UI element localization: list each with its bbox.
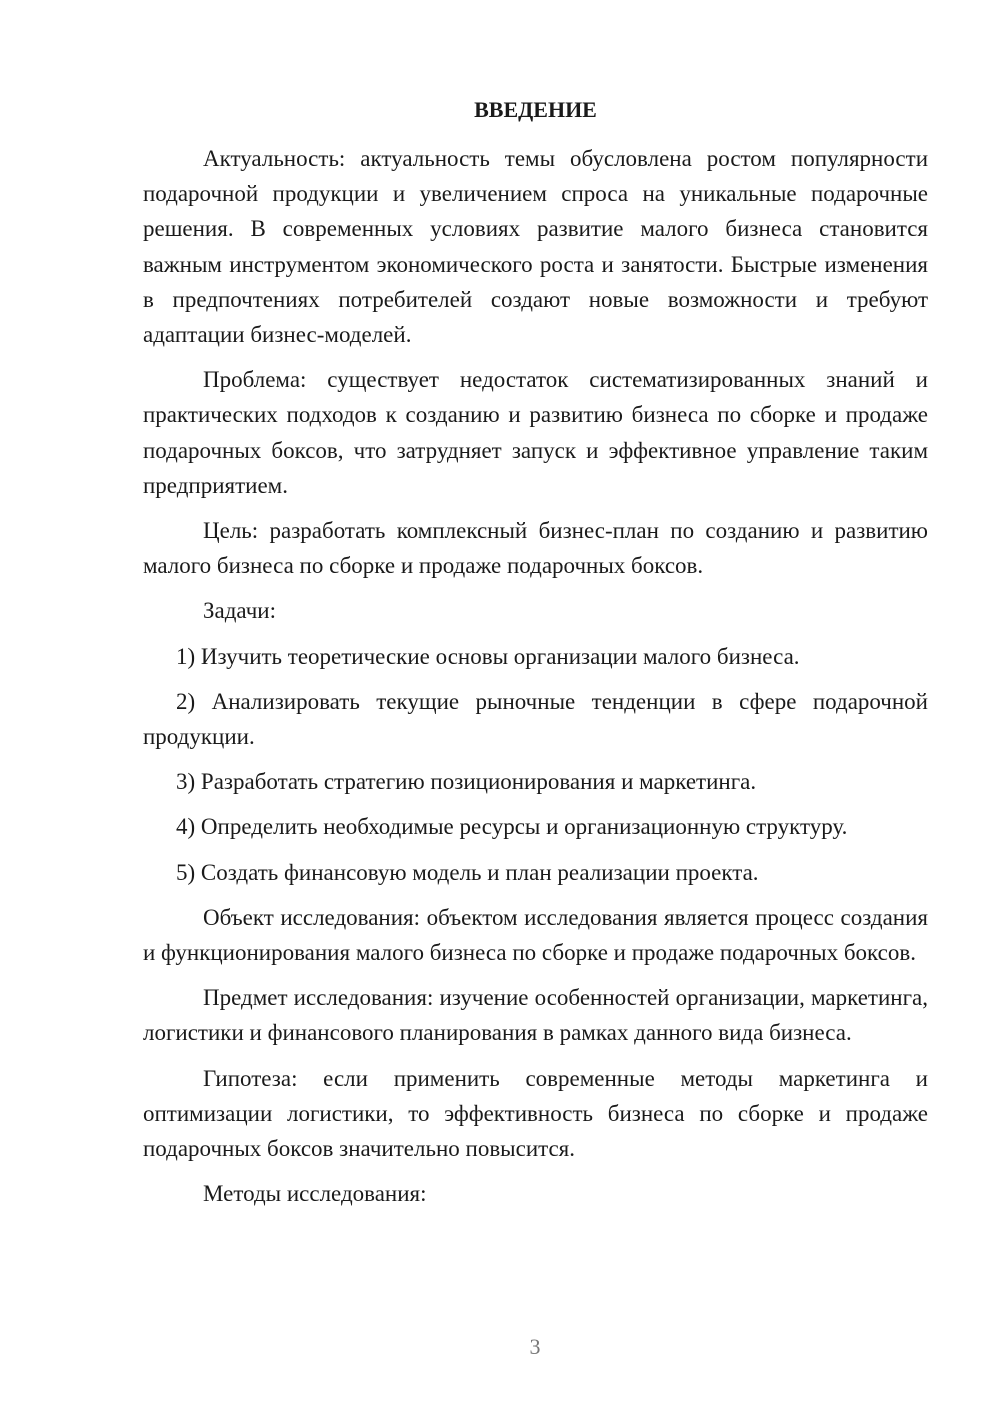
page-content — [143, 92, 928, 1221]
paragraph-relevance: Актуальность: актуальность темы обусловлена ростом популярности подарочной продукции и увеличением спроса на уникальные подарочные решения. В современных условиях развитие малого бизнеса становится важным инструментом экономического роста и занятости. Быстрые изменения в предпочтениях потребителей создают новые возможности и требуют адаптации бизнес-моделей. — [143, 146, 928, 348]
paragraph-object: Объект исследования: объектом исследования является процесс создания и функционирования малого бизнеса по сборке и продаже подарочных боксов. — [143, 904, 928, 966]
page-number: 3 — [529, 1334, 541, 1359]
task-item-1: 1) Изучить теоретические основы организации малого бизнеса. — [176, 643, 800, 669]
page-title: ВВЕДЕНИЕ — [474, 97, 597, 122]
methods-heading: Методы исследования: — [203, 1181, 427, 1207]
task-item-4: 4) Определить необходимые ресурсы и организационную структуру. — [176, 814, 848, 840]
task-item-2: 2) Анализировать текущие рыночные тенденции в сфере подарочной продукции. — [143, 688, 928, 750]
task-item-5: 5) Создать финансовую модель и план реализации проекта. — [176, 859, 759, 885]
paragraph-goal: Цель: разработать комплексный бизнес-план по созданию и развитию малого бизнеса по сборке и продаже подарочных боксов. — [143, 518, 928, 579]
paragraph-hypothesis: Гипотеза: если применить современные методы маркетинга и оптимизации логистики, то эффективность бизнеса по сборке и продаже подарочных боксов значительно повысится. — [143, 1065, 928, 1162]
task-item-3: 3) Разработать стратегию позиционирования и маркетинга. — [176, 769, 757, 795]
tasks-heading: Задачи: — [203, 598, 276, 624]
paragraph-subject: Предмет исследования: изучение особенностей организации, маркетинга, логистики и финансового планирования в рамках данного вида бизнеса. — [143, 985, 928, 1046]
paragraph-problem: Проблема: существует недостаток систематизированных знаний и практических подходов к созданию и развитию бизнеса по сборке и продаже подарочных боксов, что затрудняет запуск и эффективное управление таким предприятием. — [143, 367, 928, 498]
